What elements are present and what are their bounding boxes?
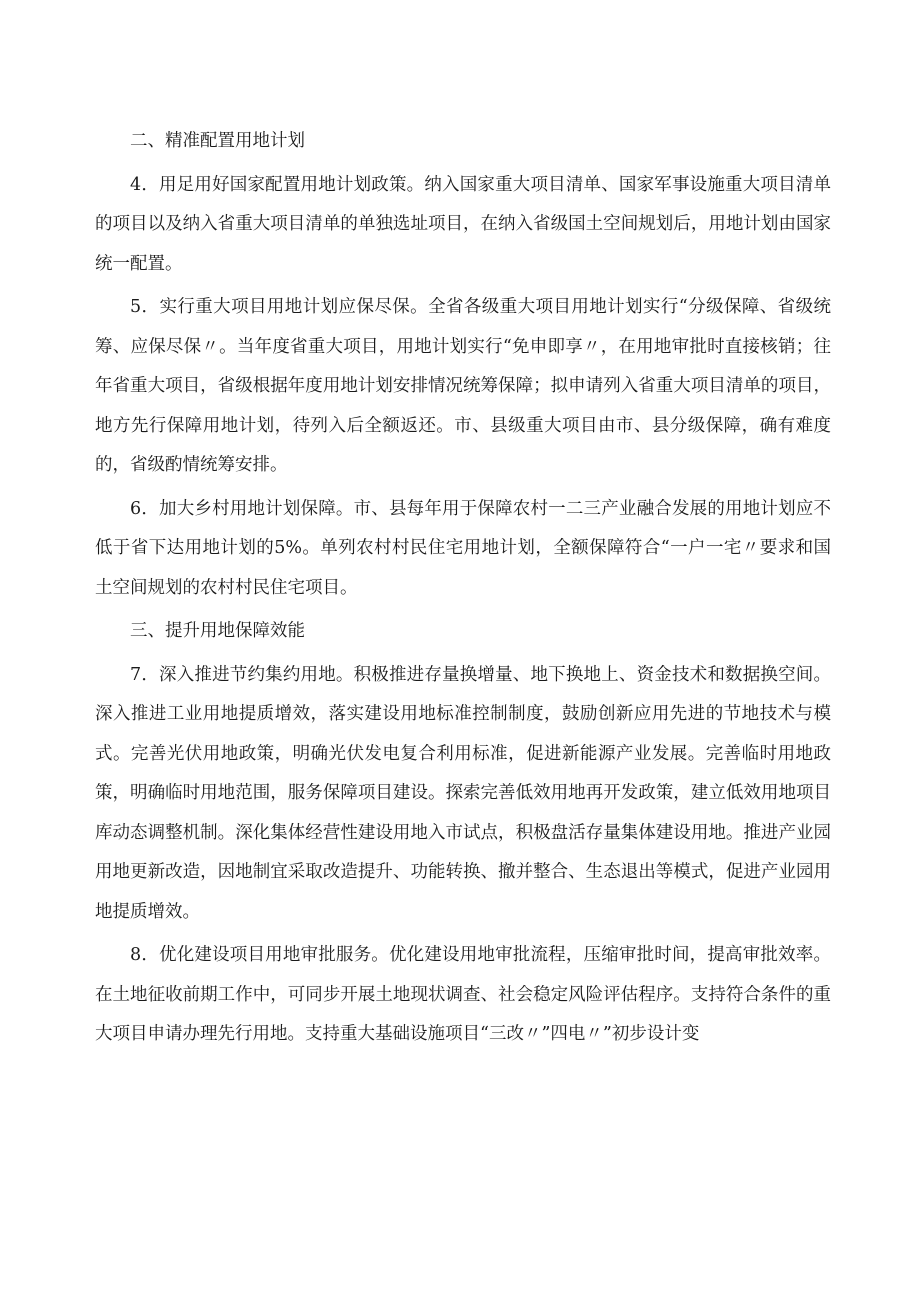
document-body [95,122,831,1059]
section-heading-2: 二、精准配置用地计划 [130,131,305,151]
paragraph-item-7: 7．深入推进节约集约用地。积极推进存量换增量、地下换地上、资金技术和数据换空间。深入推进工业用地提质增效，落实建设用地标准控制制度，鼓励创新应用先进的节地技术与模式。完善光伏用地政策，明确光伏发电复合利用标准，促进新能源产业发展。完善临时用地政策，明确临时用地范围，服务保障项目建设。探索完善低效用地再开发政策，建立低效用地项目库动态调整机制。深化集体经营性建设用地入市试点，积极盘活存量集体建设用地。推进产业园用地更新改造，因地制宜采取改造提升、功能转换、撤并整合、生态退出等模式，促进产业园用地提质增效。 [95,664,831,922]
paragraph-item-6: 6．加大乡村用地计划保障。市、县每年用于保障农村一二三产业融合发展的用地计划应不低于省下达用地计划的5%。单列农村村民住宅用地计划，全额保障符合“一户一宅〃要求和国土空间规划的农村村民住宅项目。 [95,498,831,598]
section-heading-3: 三、提升用地保障效能 [130,621,305,641]
paragraph-item-8: 8．优化建设项目用地审批服务。优化建设用地审批流程，压缩审批时间，提高审批效率。在土地征收前期工作中，可同步开展土地现状调查、社会稳定风险评估程序。支持符合条件的重大项目申请办理先行用地。支持重大基础设施项目“三改〃”四电〃”初步设计变 [95,945,831,1044]
paragraph-item-5: 5．实行重大项目用地计划应保尽保。全省各级重大项目用地计划实行“分级保障、省级统筹、应保尽保〃。当年度省重大项目，用地计划实行“免申即享〃，在用地审批时直接核销；往年省重大项目，省级根据年度用地计划安排情况统筹保障；拟申请列入省重大项目清单的项目，地方先行保障用地计划，待列入后全额返还。市、县级重大项目由市、县分级保障，确有难度的，省级酌情统筹安排。 [95,297,831,475]
paragraph-item-4: 4．用足用好国家配置用地计划政策。纳入国家重大项目清单、国家军事设施重大项目清单的项目以及纳入省重大项目清单的单独选址项目，在纳入省级国土空间规划后，用地计划由国家统一配置。 [95,174,831,274]
